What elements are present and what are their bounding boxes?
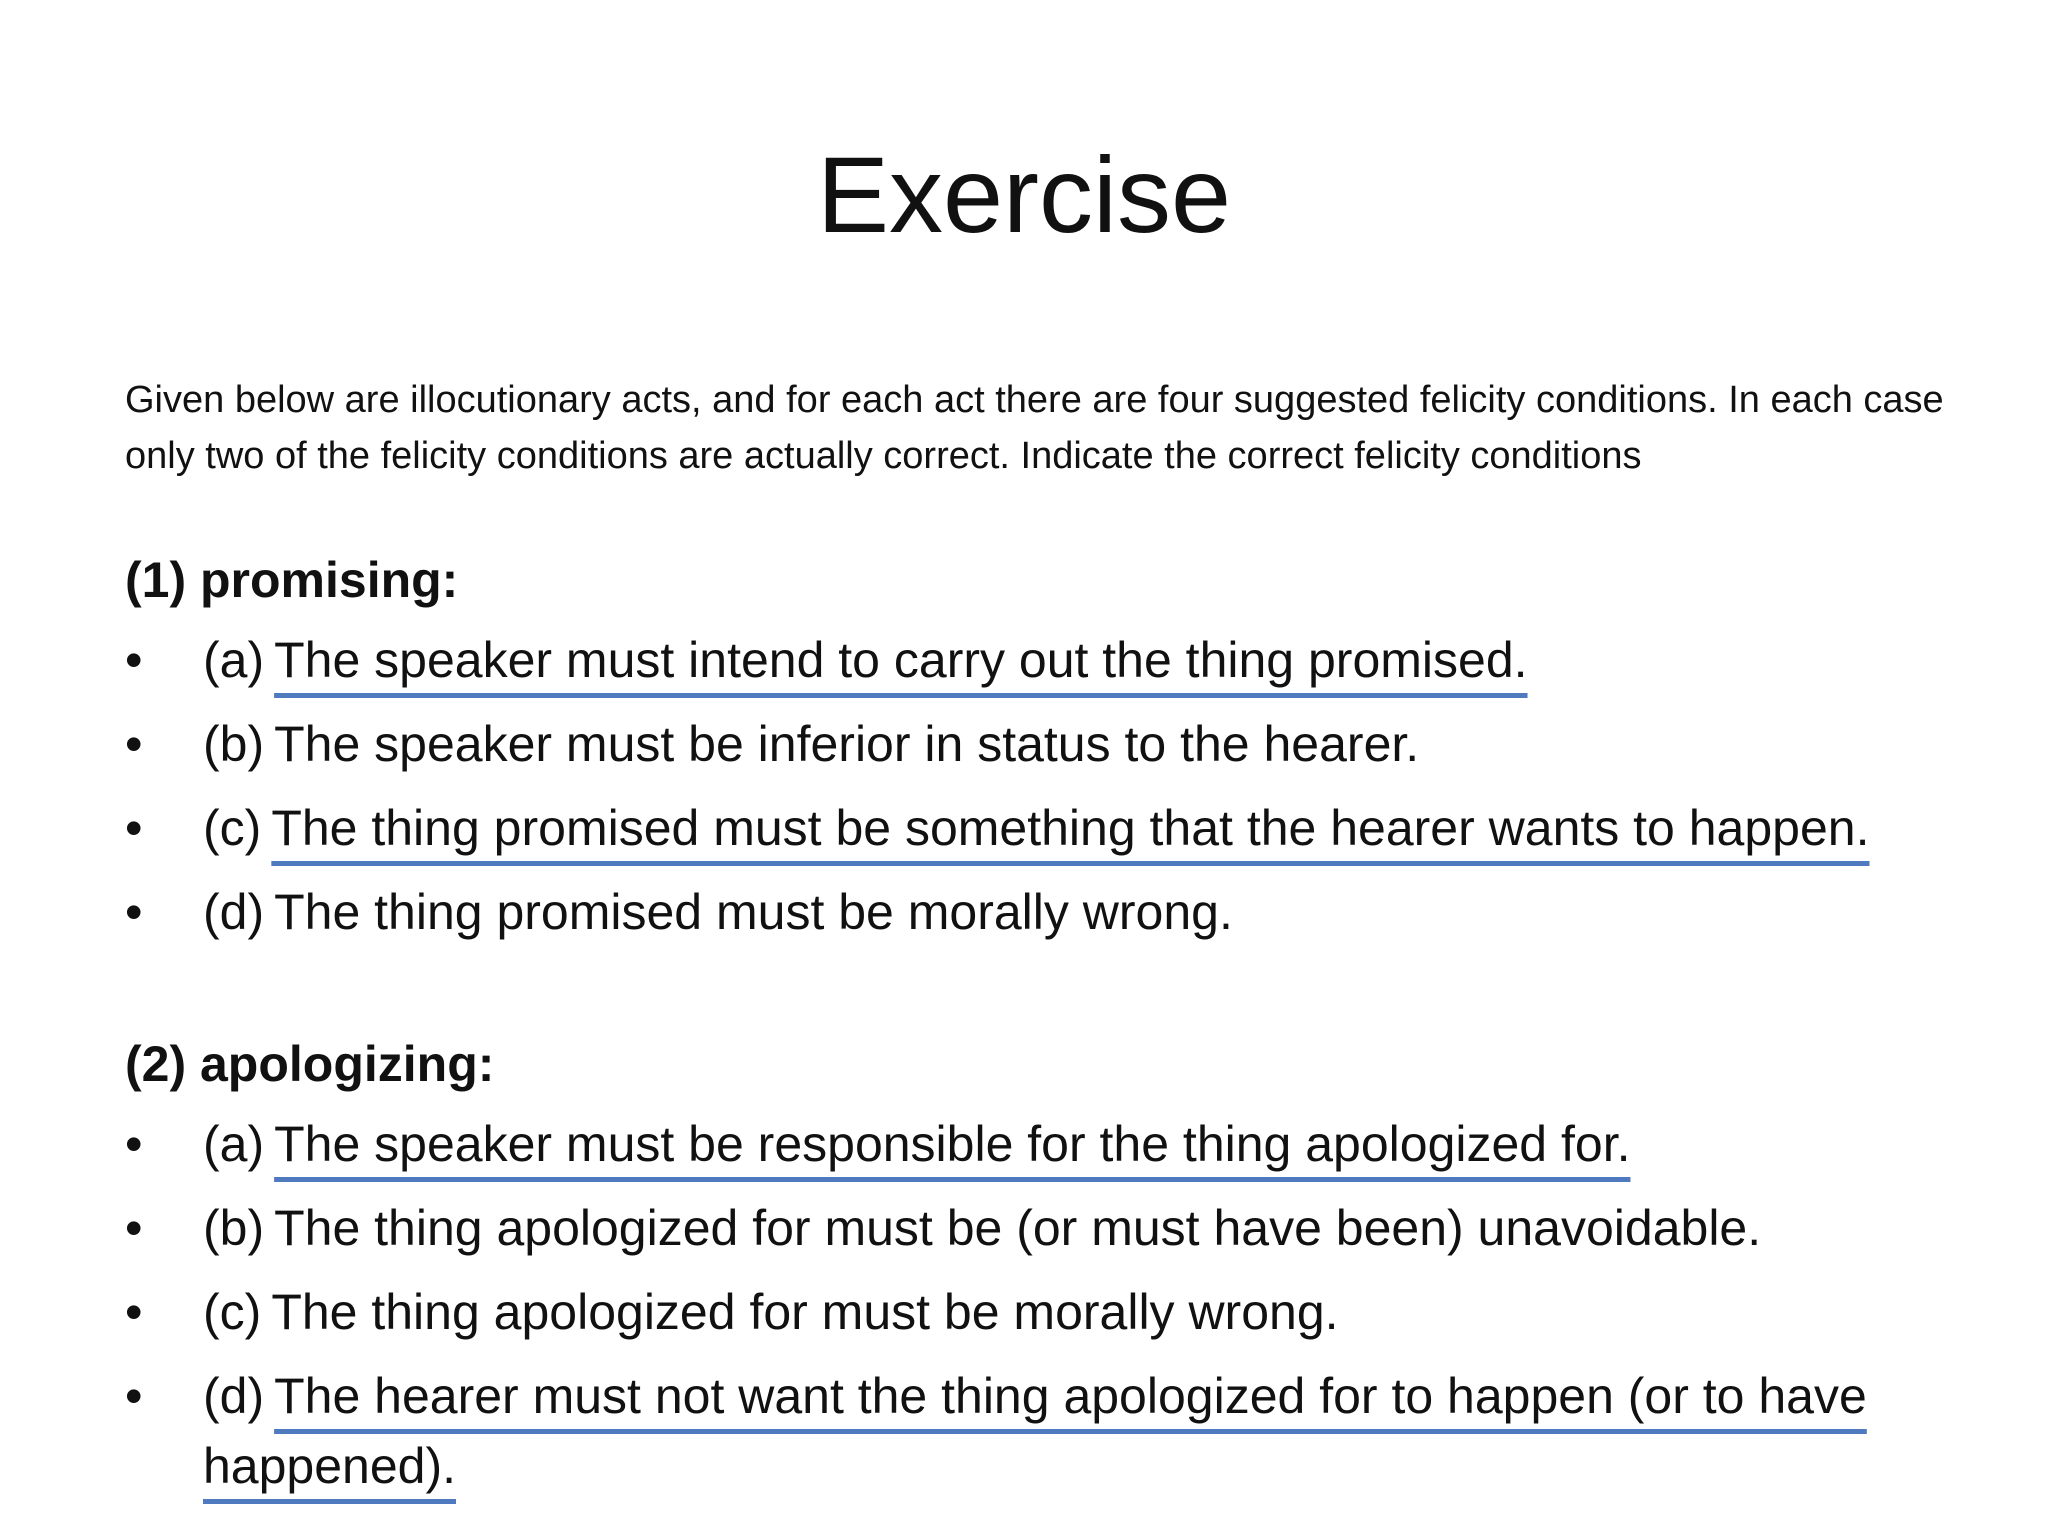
list-item: [125, 625, 1955, 695]
bullet-icon: •: [125, 716, 143, 772]
list-item: [125, 1277, 1955, 1347]
item-text-underlined: The speaker must be responsible for the thing apologized for.: [274, 1116, 1631, 1172]
item-marker: (c): [203, 1284, 262, 1340]
list-item: [125, 1361, 1955, 1501]
list-item: [125, 1193, 1955, 1263]
item-marker: (d): [203, 884, 265, 940]
item-marker: (a): [203, 1116, 265, 1172]
item-text-underlined: The hearer must not want the thing apologized for to happen (or to have happened).: [203, 1368, 1867, 1494]
section-apologizing: [125, 1034, 1955, 1501]
section-heading: (1) promising:: [125, 552, 459, 608]
item-marker: (c): [203, 800, 262, 856]
item-text: The thing apologized for must be (or must have been) unavoidable.: [274, 1200, 1762, 1256]
instructions-text: Given below are illocutionary acts, and for each act there are four suggested felicity conditions. In each case only two of the felicity conditions are actually correct. Indicate the correct felicity conditions: [125, 379, 1944, 477]
item-text-underlined: The speaker must intend to carry out the thing promised.: [274, 632, 1528, 688]
list-item: [125, 877, 1955, 947]
slide-title: Exercise: [816, 134, 1232, 255]
item-text: The thing promised must be morally wrong.: [274, 884, 1233, 940]
item-marker: (d): [203, 1368, 265, 1424]
bullet-icon: •: [125, 1200, 143, 1256]
list-item: [125, 1109, 1955, 1179]
bullet-icon: •: [125, 632, 143, 688]
list-item: [125, 793, 1955, 863]
item-marker: (a): [203, 632, 265, 688]
bullet-icon: •: [125, 884, 143, 940]
bullet-icon: •: [125, 800, 143, 856]
bullet-icon: •: [125, 1284, 143, 1340]
bullet-icon: •: [125, 1116, 143, 1172]
item-marker: (b): [203, 716, 265, 772]
section-heading: (2) apologizing:: [125, 1036, 495, 1092]
item-marker: (b): [203, 1200, 265, 1256]
section-promising: [125, 550, 1955, 947]
item-text-underlined: The thing promised must be something that the hearer wants to happen.: [271, 800, 1870, 856]
item-text: The thing apologized for must be morally wrong.: [271, 1284, 1339, 1340]
bullet-icon: •: [125, 1368, 143, 1424]
item-text: The speaker must be inferior in status to the hearer.: [274, 716, 1420, 772]
list-item: [125, 709, 1955, 779]
